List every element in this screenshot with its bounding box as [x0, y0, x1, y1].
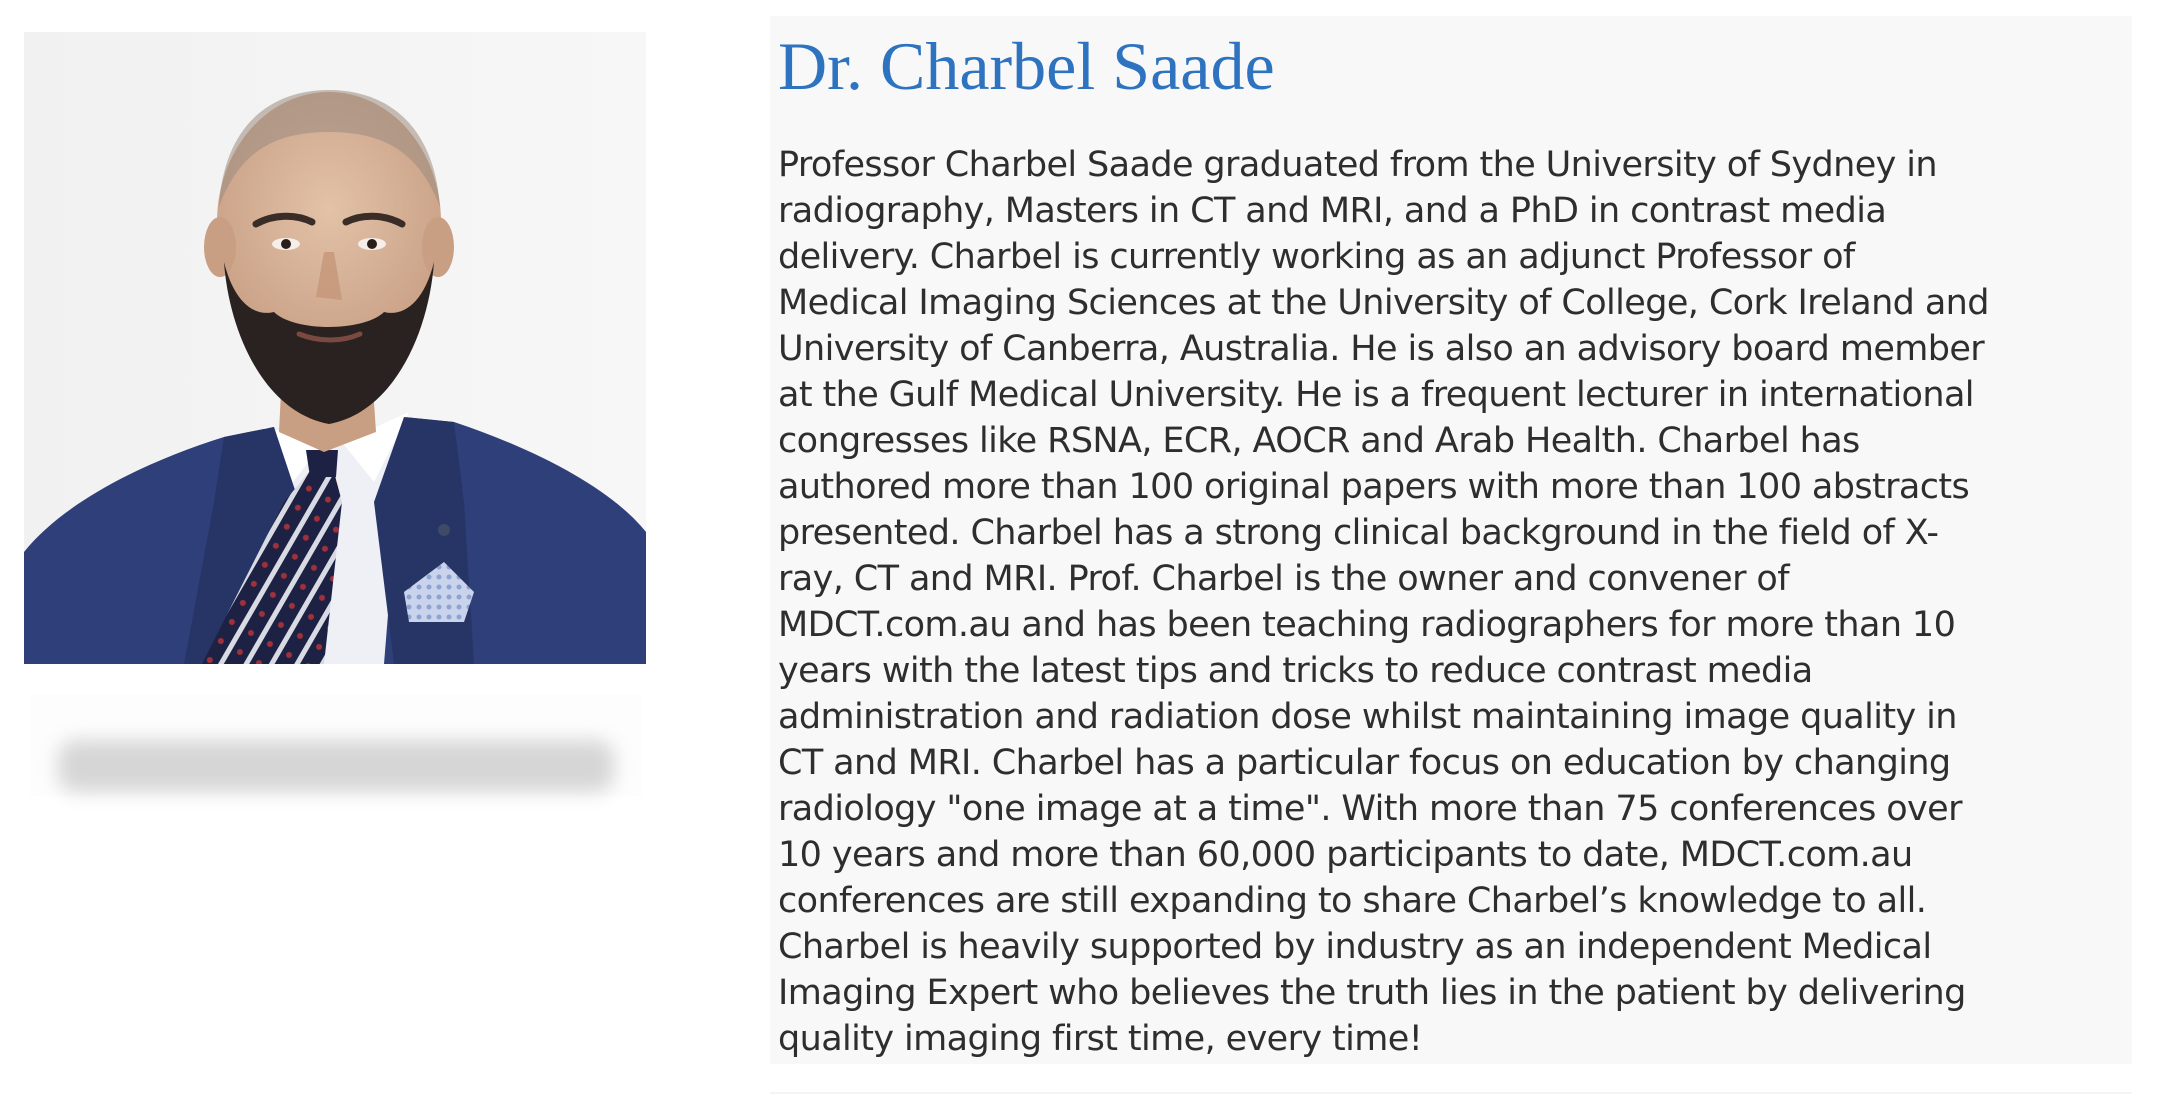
photo-shadow [58, 740, 614, 792]
speaker-bio: Professor Charbel Saade graduated from the University of Sydney in radiography, Masters in CT and MRI, and a PhD in contrast media delivery. Charbel is currently working as an adjunct Professor of Medical Imaging Sciences at the University of College, Cork Ireland and University of Canberra, Australia. He is also an advisory board member at the Gulf Medical University. He is a frequent lecturer in international congresses like RSNA, ECR, AOCR and Arab Health. Charbel has authored more than 100 original papers with more than 100 abstracts presented. Charbel has a strong clinical background in the field of X- ray, CT and MRI. Prof. Charbel is the owner and convener of MDCT.com.au and has been teaching radiographers for more than 10 years with the latest tips and tricks to reduce contrast media administration and radiation dose whilst maintaining image quality in CT and MRI. Charbel has a particular focus on education by changing radiology "one image at a time". With more than 75 conferences over 10 years and more than 60,000 participants to date, MDCT.com.au conferences are still expanding to share Charbel’s knowledge to all. Charbel is heavily supported by industry as an independent Medical Imaging Expert who believes the truth lies in the patient by delivering quality imaging first time, every time! [778, 145, 1989, 1059]
bio-panel [770, 16, 2132, 1064]
speaker-portrait-photo [24, 32, 646, 664]
speaker-name: Dr. Charbel Saade [778, 28, 1275, 104]
